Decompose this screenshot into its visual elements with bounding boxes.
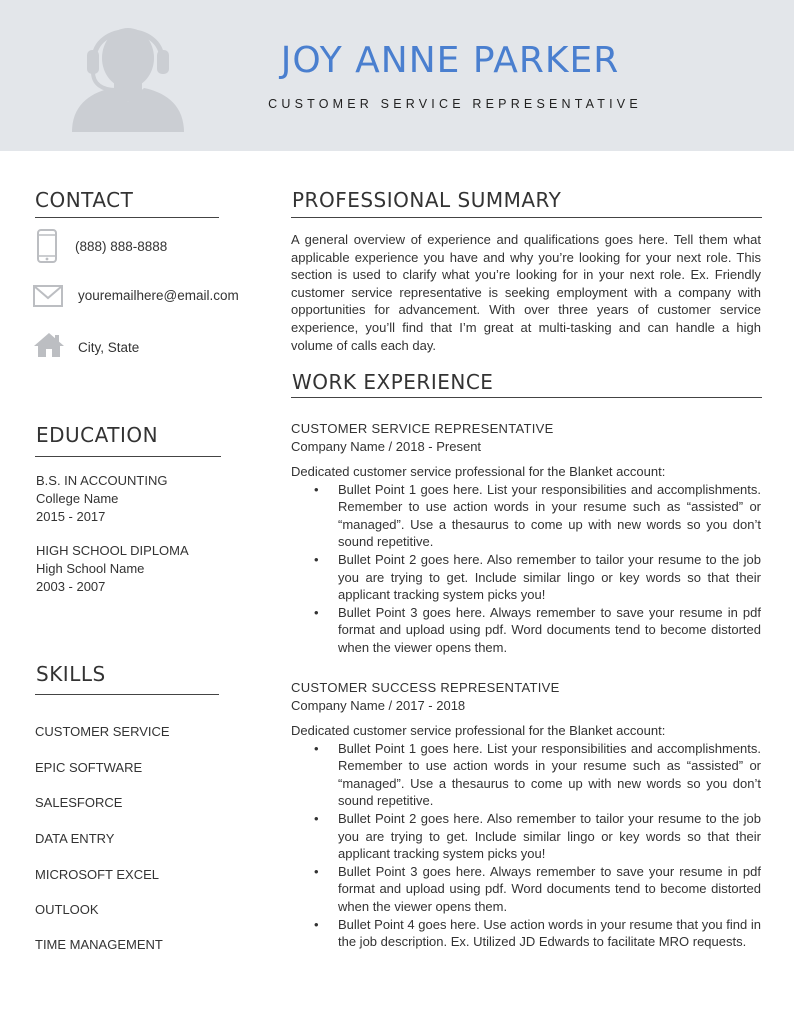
skill-item: CUSTOMER SERVICE (35, 724, 170, 739)
job-bullet: • Bullet Point 3 goes here. Always remember to save your resume in pdf format and upload using pdf. Word documents tend to become distorted when the viewer opens them. (338, 863, 761, 916)
location-text: City, State (78, 340, 140, 355)
job-bullet: • Bullet Point 1 goes here. List your responsibilities and accomplishments. Remember to use action words in your resume such as “assisted” or “managed”. Use a thesaurus to come up with new words so you don’t sound repetitive. (338, 740, 761, 810)
job-bullet: • Bullet Point 1 goes here. List your responsibilities and accomplishments. Remember to use action words in your resume such as “assisted” or “managed”. Use a thesaurus to come up with new words so you don’t sound repetitive. (338, 481, 761, 551)
education-years: 2003 - 2007 (36, 579, 106, 594)
experience-divider (291, 397, 762, 398)
skills-divider (35, 694, 219, 695)
email-address: youremailhere@email.com (78, 288, 239, 303)
phone-icon (37, 229, 57, 263)
contact-email (33, 284, 263, 324)
job-bullets (291, 740, 761, 951)
candidate-name: JOY ANNE PARKER (280, 40, 620, 81)
job-intro: Dedicated customer service professional for the Blanket account: (291, 464, 666, 479)
job-intro: Dedicated customer service professional for the Blanket account: (291, 723, 666, 738)
envelope-icon (33, 285, 63, 307)
skill-item: MICROSOFT EXCEL (35, 867, 160, 882)
skill-item: DATA ENTRY (35, 831, 115, 846)
education-divider (35, 456, 221, 457)
education-heading: EDUCATION (36, 423, 159, 447)
education-item (36, 472, 167, 526)
experience-heading: WORK EXPERIENCE (292, 370, 494, 394)
candidate-title: CUSTOMER SERVICE REPRESENTATIVE (268, 97, 642, 111)
contact-divider (35, 217, 219, 218)
contact-heading: CONTACT (35, 188, 134, 212)
job-title: CUSTOMER SUCCESS REPRESENTATIVE (291, 680, 560, 695)
job-company: Company Name / 2018 - Present (291, 439, 482, 454)
skills-heading: SKILLS (36, 662, 106, 686)
job-bullet: • Bullet Point 2 goes here. Also remember to tailor your resume to the job you are trying to get. Include similar lingo or key words so that their applicant tracking system picks you! (338, 551, 761, 604)
school-name: High School Name (36, 561, 145, 576)
job-bullet: • Bullet Point 4 goes here. Use action words in your resume that you find in the job description. Ex. Utilized JD Edwards to facilitate MRO requests. (338, 916, 761, 951)
degree-name: HIGH SCHOOL DIPLOMA (36, 543, 189, 558)
job-company: Company Name / 2017 - 2018 (291, 698, 466, 713)
contact-location (33, 332, 263, 372)
summary-divider (291, 217, 762, 218)
degree-name: B.S. IN ACCOUNTING (36, 473, 168, 488)
skill-item: EPIC SOFTWARE (35, 760, 143, 775)
contact-phone (33, 229, 263, 269)
job-bullet: • Bullet Point 2 goes here. Also remember to tailor your resume to the job you are trying to get. Include similar lingo or key words so that their applicant tracking system picks you! (338, 810, 761, 863)
home-icon (33, 332, 65, 358)
job-entry (291, 420, 761, 657)
skill-item: OUTLOOK (35, 902, 99, 917)
skill-item: TIME MANAGEMENT (35, 937, 163, 952)
job-title: CUSTOMER SERVICE REPRESENTATIVE (291, 421, 554, 436)
summary-text: A general overview of experience and qualifications goes here. Tell them what applicable experience you have and why you’re looking for your next role. This section is used to clarify what you’re looking for in your next role. Ex. Friendly customer service representative is seeking employment with a company with opportunities for advancement. With over three years of customer service experience, you’ll find that I’m great at multi-tasking and can handle a high volume of calls each day. (291, 232, 761, 353)
job-bullets (291, 481, 761, 657)
header-banner (0, 0, 794, 151)
school-name: College Name (36, 491, 119, 506)
headset-user-icon (66, 10, 190, 132)
job-entry (291, 679, 761, 951)
phone-number: (888) 888-8888 (75, 239, 168, 254)
summary-heading: PROFESSIONAL SUMMARY (292, 188, 562, 212)
education-item (36, 542, 189, 596)
skill-item: SALESFORCE (35, 795, 123, 810)
education-years: 2015 - 2017 (36, 509, 106, 524)
job-bullet: • Bullet Point 3 goes here. Always remember to save your resume in pdf format and upload using pdf. Word documents tend to become distorted when the viewer opens them. (338, 604, 761, 657)
